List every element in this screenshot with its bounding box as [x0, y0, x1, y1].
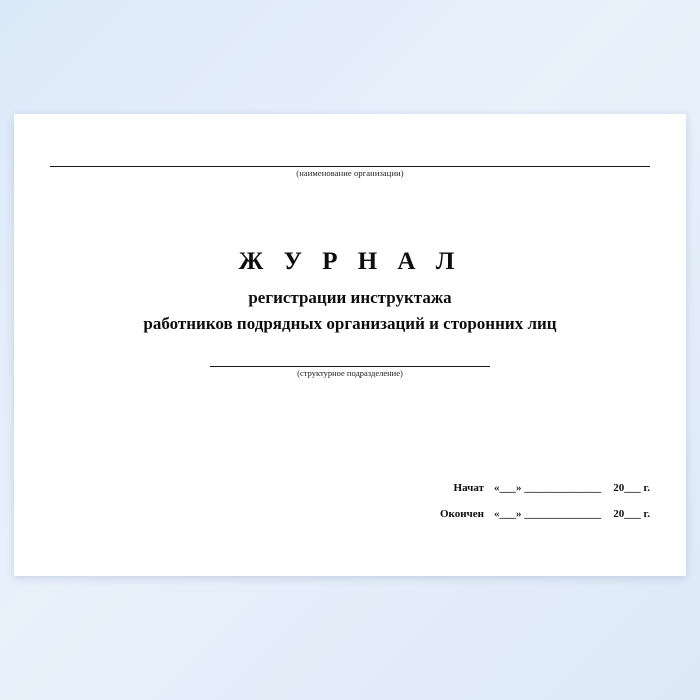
document-page [14, 114, 686, 576]
date-block [50, 482, 650, 534]
finished-date-fields: «___» ______________ [493, 508, 602, 520]
page-subtitle-line-2: работников подрядных организаций и сторонних лиц [143, 314, 557, 333]
organization-name-caption: (наименование организации) [296, 168, 404, 178]
finished-year-field: 20___ г. [613, 508, 650, 520]
finished-label: Окончен [439, 508, 484, 520]
page-subtitle-line-1: регистрации инструктажа [248, 288, 452, 307]
subdivision-rule [210, 366, 490, 367]
started-year-field: 20___ г. [613, 482, 650, 494]
page-title: Ж У Р Н А Л [238, 248, 462, 275]
finished-row [50, 508, 650, 520]
started-row [50, 482, 650, 494]
organization-name-rule [50, 166, 650, 167]
started-label: Начат [453, 482, 484, 494]
started-date-fields: «___» ______________ [493, 482, 602, 494]
document-content [50, 114, 650, 576]
subdivision-caption: (структурное подразделение) [297, 368, 403, 378]
